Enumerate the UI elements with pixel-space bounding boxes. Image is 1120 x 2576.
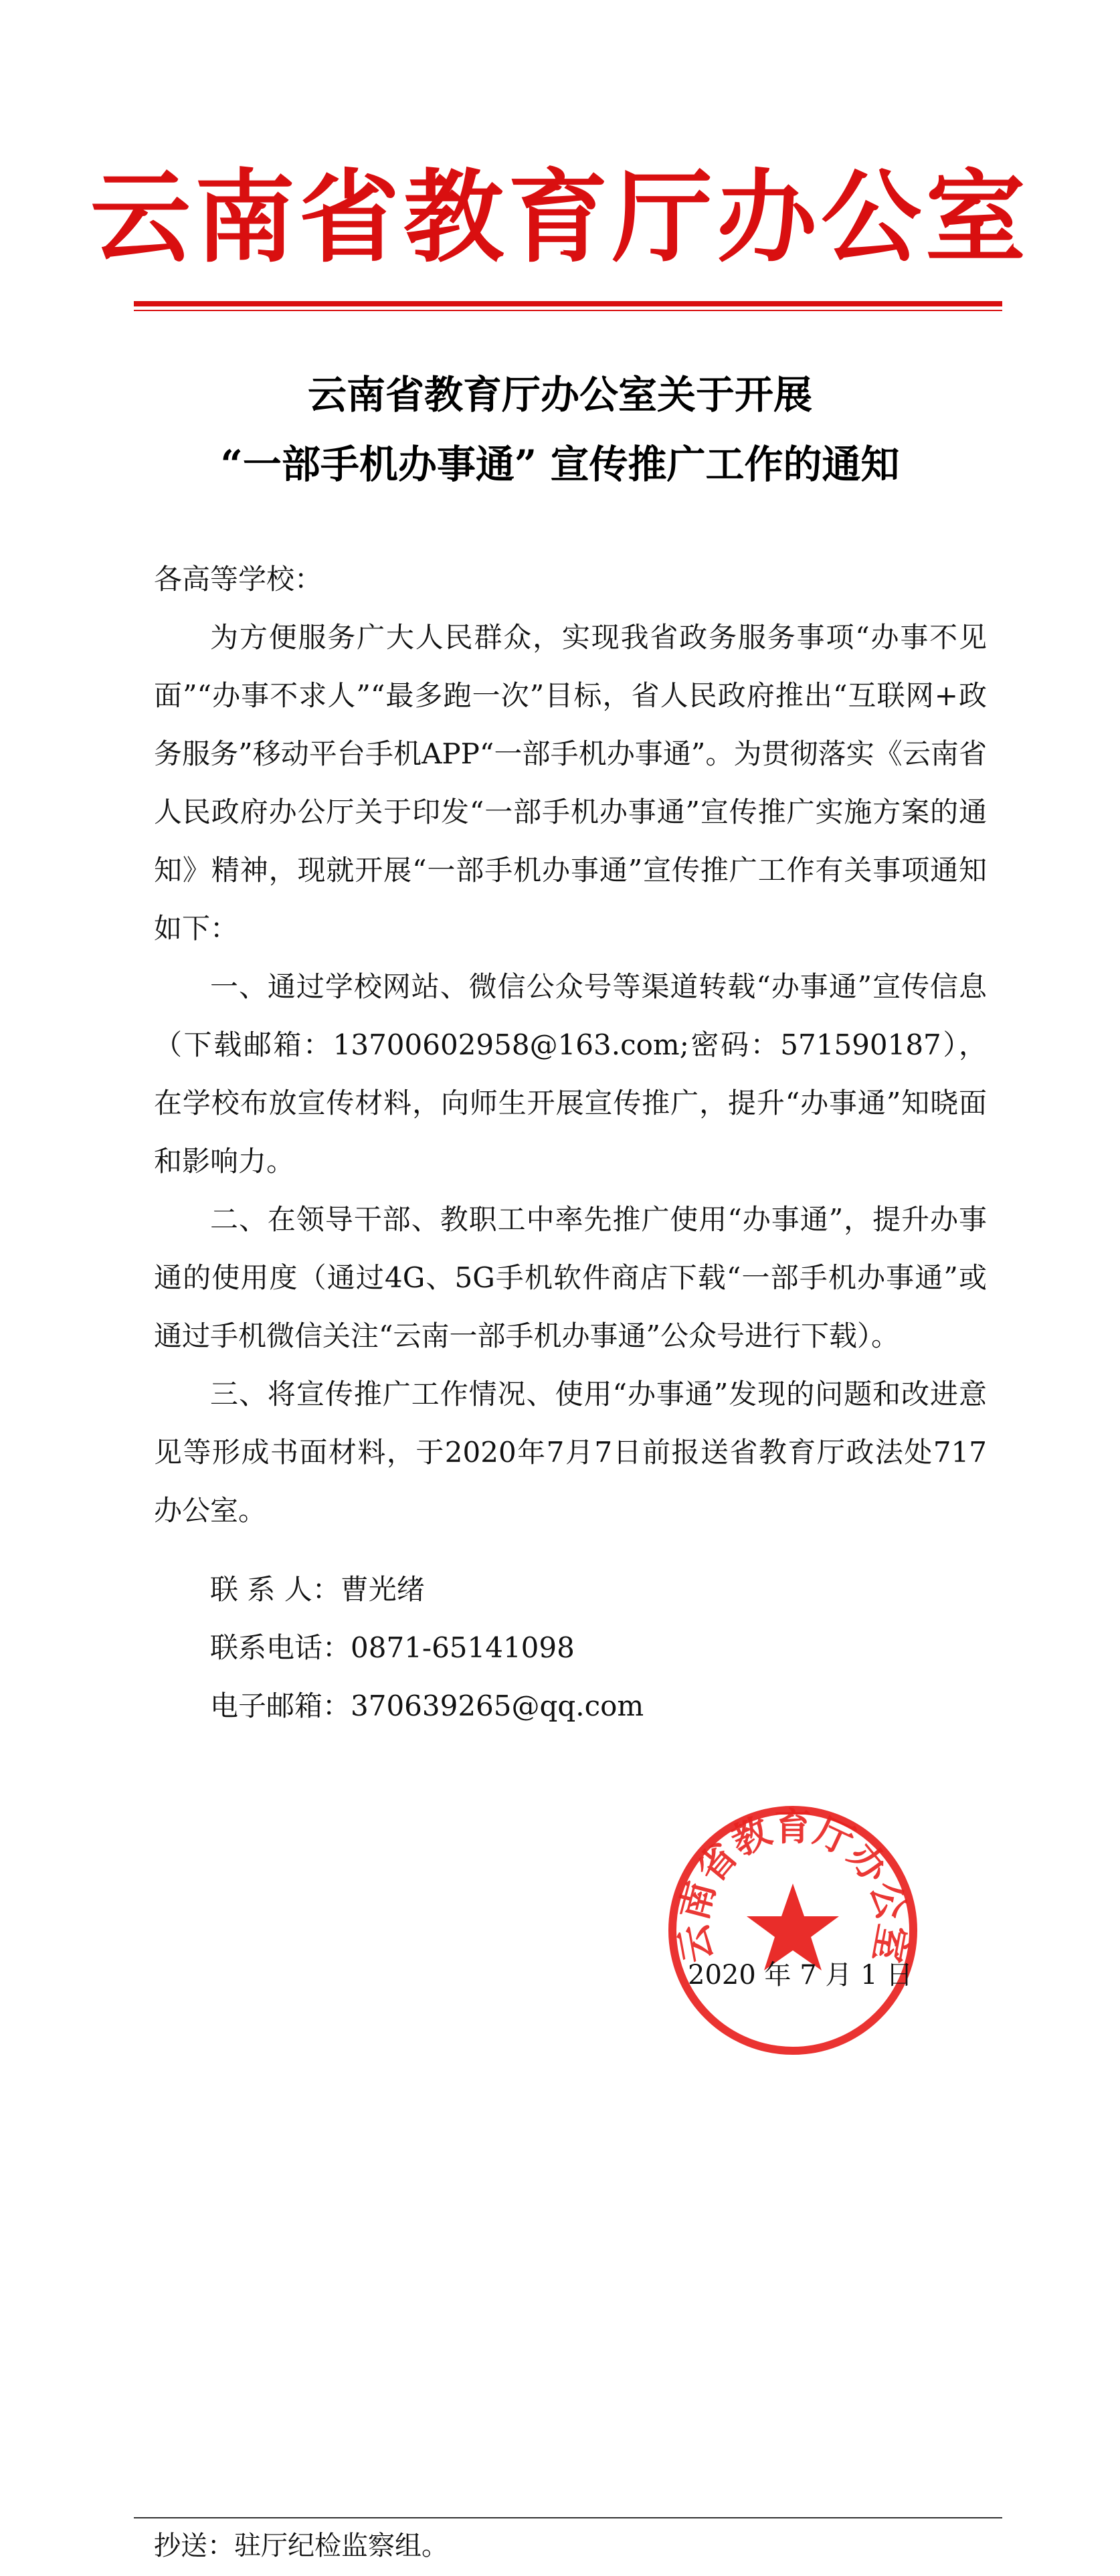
contact-block [210, 1560, 644, 1735]
cc-divider [134, 2517, 1002, 2518]
cc-line: 抄送：驻厅纪检监察组。 [154, 2531, 448, 2561]
seal-text: 云南省教育厅办公室 [671, 1806, 915, 1966]
masthead-title: 云南省教育厅办公室 [90, 159, 1030, 276]
masthead-rule-thick [134, 301, 1002, 306]
notice-title-line-1: 云南省教育厅办公室关于开展 [307, 372, 812, 418]
contact-phone: 联系电话：0871-65141098 [210, 1631, 575, 1664]
notice-body [154, 550, 987, 1540]
contact-email: 电子邮箱：370639265@qq.com [210, 1689, 644, 1722]
paragraph-intro: 为方便服务广大人民群众，实现我省政务服务事项“办事不见面”“办事不求人”“最多跑一次”目标，省人民政府推出“互联网+政务服务”移动平台手机APP“一部手机办事通”。为贯彻落实《云南省人民政府办公厅关于印发“一部手机办事通”宣传推广实施方案的通知》精神，现就开展“一部手机办事通”宣传推广工作有关事项通知如下： [154, 621, 987, 945]
paragraph-item-3: 三、将宣传推广工作情况、使用“办事通”发现的问题和改进意见等形成书面材料，于2020年7月7日前报送省教育厅政法处717办公室。 [154, 1378, 987, 1527]
paragraph-item-1: 一、通过学校网站、微信公众号等渠道转载“办事通”宣传信息（下载邮箱：13700602958@163.com;密码：571590187），在学校布放宣传材料，向师生开展宣传推广，提升“办事通”知晓面和影响力。 [154, 970, 987, 1178]
official-seal-stamp [662, 1800, 923, 2061]
salutation: 各高等学校： [154, 563, 323, 595]
seal-star-icon [747, 1883, 839, 1970]
masthead-rule-thin [134, 310, 1002, 311]
notice-title-line-2: “一部手机办事通” 宣传推广工作的通知 [220, 442, 900, 487]
issue-date: 2020 年 7 月 1 日 [688, 1960, 913, 1991]
contact-person: 联 系 人：曹光绪 [210, 1573, 425, 1606]
paragraph-item-2: 二、在领导干部、教职工中率先推广使用“办事通”，提升办事通的使用度（通过4G、5G手机软件商店下载“一部手机办事通”或通过手机微信关注“云南一部手机办事通”公众号进行下载）。 [154, 1203, 987, 1352]
